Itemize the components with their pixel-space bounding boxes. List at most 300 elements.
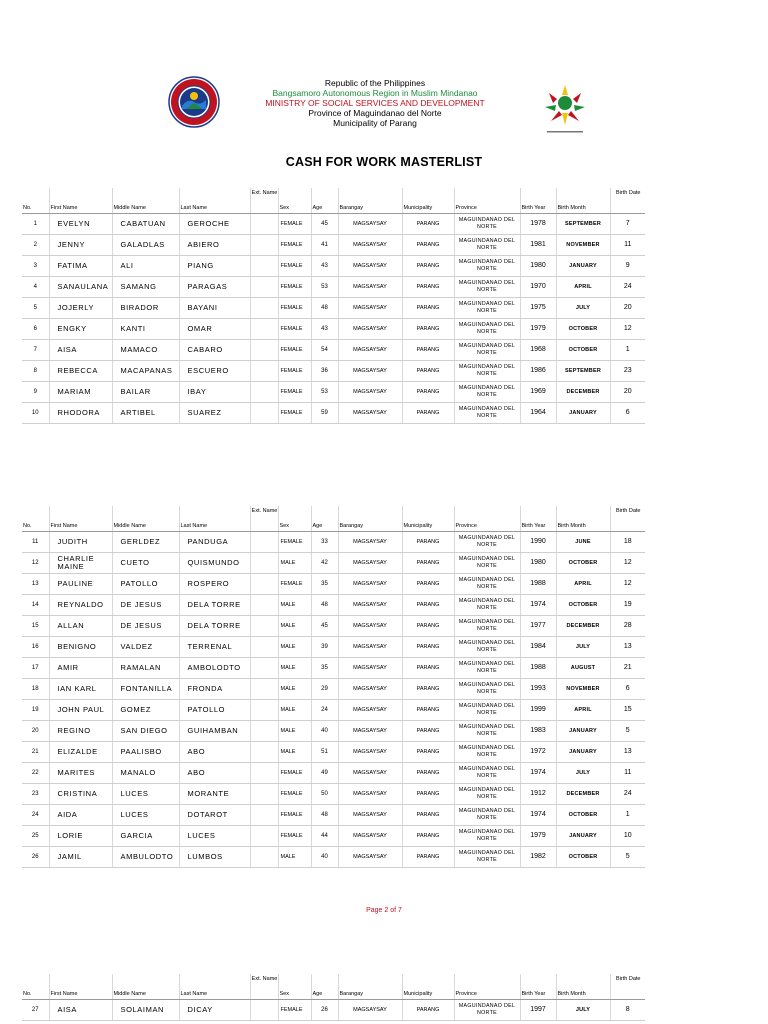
- cell-no: 6: [22, 318, 49, 339]
- cell-birth-year: 1981: [520, 234, 556, 255]
- cell-last-name: MORANTE: [179, 783, 250, 804]
- cell-municipality: PARANG: [402, 825, 454, 846]
- page-number: Page 2 of 7: [366, 907, 402, 914]
- table-row: [22, 846, 645, 867]
- cell-last-name: PARAGAS: [179, 276, 250, 297]
- cell-municipality: PARANG: [402, 804, 454, 825]
- cell-sex: MALE: [278, 657, 311, 678]
- cell-first-name: MARIAM: [49, 381, 112, 402]
- cell-age: 53: [311, 381, 338, 402]
- col-barangay: Barangay: [338, 188, 402, 213]
- cell-no: 5: [22, 297, 49, 318]
- col-birth-year: Birth Year: [520, 974, 556, 999]
- cell-sex: FEMALE: [278, 531, 311, 552]
- table-row: [22, 678, 645, 699]
- cell-municipality: PARANG: [402, 846, 454, 867]
- cell-last-name: ESCUERO: [179, 360, 250, 381]
- cell-age: 54: [311, 339, 338, 360]
- cell-ext-name: [250, 276, 278, 297]
- cell-no: 26: [22, 846, 49, 867]
- cell-birth-date: 18: [610, 531, 645, 552]
- cell-municipality: PARANG: [402, 234, 454, 255]
- cell-barangay: MAGSAYSAY: [338, 657, 402, 678]
- cell-no: 9: [22, 381, 49, 402]
- cell-municipality: PARANG: [402, 999, 454, 1020]
- cell-no: 20: [22, 720, 49, 741]
- cell-middle-name: GERLDEZ: [112, 531, 179, 552]
- cell-sex: MALE: [278, 594, 311, 615]
- cell-birth-year: 1984: [520, 636, 556, 657]
- cell-age: 51: [311, 741, 338, 762]
- masterlist-table: [22, 188, 645, 424]
- cell-no: 23: [22, 783, 49, 804]
- cell-age: 50: [311, 783, 338, 804]
- cell-province: MAGUINDANAO DEL NORTE: [454, 783, 520, 804]
- cell-birth-year: 1964: [520, 402, 556, 423]
- col-sex: Sex: [278, 188, 311, 213]
- cell-birth-month: OCTOBER: [556, 804, 610, 825]
- cell-ext-name: [250, 636, 278, 657]
- cell-birth-date: 11: [610, 234, 645, 255]
- cell-sex: FEMALE: [278, 381, 311, 402]
- col-age: Age: [311, 974, 338, 999]
- cell-first-name: CHARLIE MAINE: [49, 552, 112, 573]
- col-last-name: Last Name: [179, 506, 250, 531]
- table-row: [22, 594, 645, 615]
- cell-birth-date: 9: [610, 255, 645, 276]
- cell-municipality: PARANG: [402, 339, 454, 360]
- cell-birth-month: OCTOBER: [556, 339, 610, 360]
- header-republic: Republic of the Philippines: [324, 78, 426, 88]
- cell-no: 3: [22, 255, 49, 276]
- cell-age: 48: [311, 804, 338, 825]
- cell-province: MAGUINDANAO DEL NORTE: [454, 825, 520, 846]
- table-row: [22, 297, 645, 318]
- col-no: No.: [22, 188, 49, 213]
- cell-province: MAGUINDANAO DEL NORTE: [454, 276, 520, 297]
- masterlist-table: [22, 974, 645, 1021]
- table-row: [22, 636, 645, 657]
- cell-first-name: ELIZALDE: [49, 741, 112, 762]
- cell-middle-name: VALDEZ: [112, 636, 179, 657]
- cell-middle-name: FONTANILLA: [112, 678, 179, 699]
- header-ministry: MINISTRY OF SOCIAL SERVICES AND DEVELOPMENT: [265, 98, 485, 108]
- cell-first-name: JENNY: [49, 234, 112, 255]
- cell-municipality: PARANG: [402, 783, 454, 804]
- table-body: [22, 531, 645, 867]
- cell-last-name: IBAY: [179, 381, 250, 402]
- cell-middle-name: SOLAIMAN: [112, 999, 179, 1020]
- cell-sex: MALE: [278, 678, 311, 699]
- cell-age: 44: [311, 825, 338, 846]
- cell-middle-name: KANTI: [112, 318, 179, 339]
- cell-birth-date: 20: [610, 297, 645, 318]
- cell-ext-name: [250, 999, 278, 1020]
- table-row: [22, 762, 645, 783]
- cell-sex: FEMALE: [278, 339, 311, 360]
- table-row: [22, 360, 645, 381]
- cell-last-name: ABO: [179, 741, 250, 762]
- col-last-name: Last Name: [179, 188, 250, 213]
- col-ext-name: Ext. Name: [250, 188, 278, 213]
- cell-province: MAGUINDANAO DEL NORTE: [454, 402, 520, 423]
- table-row: [22, 699, 645, 720]
- cell-birth-year: 1970: [520, 276, 556, 297]
- cell-last-name: ABIERO: [179, 234, 250, 255]
- cell-sex: FEMALE: [278, 276, 311, 297]
- cell-barangay: MAGSAYSAY: [338, 741, 402, 762]
- cell-province: MAGUINDANAO DEL NORTE: [454, 552, 520, 573]
- cell-middle-name: DE JESUS: [112, 594, 179, 615]
- col-first-name: First Name: [49, 188, 112, 213]
- cell-age: 36: [311, 360, 338, 381]
- cell-ext-name: [250, 846, 278, 867]
- cell-birth-date: 24: [610, 276, 645, 297]
- cell-birth-year: 1983: [520, 720, 556, 741]
- cell-no: 22: [22, 762, 49, 783]
- cell-province: MAGUINDANAO DEL NORTE: [454, 678, 520, 699]
- cell-barangay: MAGSAYSAY: [338, 381, 402, 402]
- cell-no: 13: [22, 573, 49, 594]
- col-sex: Sex: [278, 506, 311, 531]
- cell-municipality: PARANG: [402, 573, 454, 594]
- col-municipality: Municipality: [402, 506, 454, 531]
- table-row: [22, 615, 645, 636]
- cell-middle-name: ARTIBEL: [112, 402, 179, 423]
- cell-age: 41: [311, 234, 338, 255]
- cell-ext-name: [250, 234, 278, 255]
- cell-middle-name: DE JESUS: [112, 615, 179, 636]
- cell-sex: FEMALE: [278, 213, 311, 234]
- cell-middle-name: GOMEZ: [112, 699, 179, 720]
- cell-ext-name: [250, 657, 278, 678]
- cell-first-name: JOJERLY: [49, 297, 112, 318]
- cell-barangay: MAGSAYSAY: [338, 804, 402, 825]
- cell-middle-name: MANALO: [112, 762, 179, 783]
- cell-first-name: EVELYN: [49, 213, 112, 234]
- cell-birth-date: 7: [610, 213, 645, 234]
- cell-first-name: AMIR: [49, 657, 112, 678]
- masterlist-table: [22, 506, 645, 868]
- cell-municipality: PARANG: [402, 552, 454, 573]
- cell-barangay: MAGSAYSAY: [338, 999, 402, 1020]
- cell-province: MAGUINDANAO DEL NORTE: [454, 297, 520, 318]
- cell-birth-month: OCTOBER: [556, 552, 610, 573]
- table-header-row: [22, 974, 645, 999]
- cell-province: MAGUINDANAO DEL NORTE: [454, 762, 520, 783]
- col-barangay: Barangay: [338, 974, 402, 999]
- cell-middle-name: CABATUAN: [112, 213, 179, 234]
- cell-sex: MALE: [278, 636, 311, 657]
- table-row: [22, 213, 645, 234]
- cell-age: 40: [311, 720, 338, 741]
- cell-birth-date: 11: [610, 762, 645, 783]
- cell-last-name: LUMBOS: [179, 846, 250, 867]
- table-row: [22, 657, 645, 678]
- cell-birth-month: DECEMBER: [556, 615, 610, 636]
- cell-age: 29: [311, 678, 338, 699]
- cell-no: 2: [22, 234, 49, 255]
- cell-age: 48: [311, 297, 338, 318]
- table-row: [22, 783, 645, 804]
- cell-middle-name: BIRADOR: [112, 297, 179, 318]
- cell-birth-month: JANUARY: [556, 720, 610, 741]
- cell-birth-date: 13: [610, 741, 645, 762]
- cell-province: MAGUINDANAO DEL NORTE: [454, 339, 520, 360]
- cell-last-name: ROSPERO: [179, 573, 250, 594]
- col-first-name: First Name: [49, 974, 112, 999]
- cell-age: 24: [311, 699, 338, 720]
- cell-municipality: PARANG: [402, 213, 454, 234]
- cell-age: 53: [311, 276, 338, 297]
- cell-province: MAGUINDANAO DEL NORTE: [454, 318, 520, 339]
- cell-no: 27: [22, 999, 49, 1020]
- cell-birth-month: JANUARY: [556, 825, 610, 846]
- cell-birth-year: 1978: [520, 213, 556, 234]
- table-row: [22, 573, 645, 594]
- cell-middle-name: BAILAR: [112, 381, 179, 402]
- header-municipality: Municipality of Parang: [333, 118, 417, 128]
- cell-no: 12: [22, 552, 49, 573]
- table-row: [22, 255, 645, 276]
- col-birth-date: Birth Date: [610, 506, 645, 531]
- cell-barangay: MAGSAYSAY: [338, 297, 402, 318]
- cell-birth-year: 1999: [520, 699, 556, 720]
- cell-sex: FEMALE: [278, 573, 311, 594]
- cell-barangay: MAGSAYSAY: [338, 531, 402, 552]
- cell-last-name: TERRENAL: [179, 636, 250, 657]
- cell-sex: FEMALE: [278, 297, 311, 318]
- cell-first-name: JUDITH: [49, 531, 112, 552]
- cell-sex: FEMALE: [278, 804, 311, 825]
- cell-birth-date: 6: [610, 402, 645, 423]
- cell-barangay: MAGSAYSAY: [338, 234, 402, 255]
- table-header-row: [22, 188, 645, 213]
- cell-province: MAGUINDANAO DEL NORTE: [454, 846, 520, 867]
- cell-province: MAGUINDANAO DEL NORTE: [454, 531, 520, 552]
- cell-age: 45: [311, 615, 338, 636]
- cell-first-name: REBECCA: [49, 360, 112, 381]
- cell-sex: FEMALE: [278, 762, 311, 783]
- cell-birth-date: 28: [610, 615, 645, 636]
- cell-municipality: PARANG: [402, 720, 454, 741]
- cell-last-name: GEROCHE: [179, 213, 250, 234]
- cell-barangay: MAGSAYSAY: [338, 720, 402, 741]
- cell-birth-month: JUNE: [556, 531, 610, 552]
- cell-first-name: JAMIL: [49, 846, 112, 867]
- cell-no: 18: [22, 678, 49, 699]
- cell-birth-month: APRIL: [556, 276, 610, 297]
- cell-last-name: SUAREZ: [179, 402, 250, 423]
- table-row: [22, 825, 645, 846]
- cell-birth-month: APRIL: [556, 573, 610, 594]
- cell-barangay: MAGSAYSAY: [338, 552, 402, 573]
- cell-birth-date: 12: [610, 552, 645, 573]
- cell-sex: MALE: [278, 552, 311, 573]
- cell-birth-date: 8: [610, 999, 645, 1020]
- table-header-row: [22, 506, 645, 531]
- cell-ext-name: [250, 339, 278, 360]
- table-row: [22, 318, 645, 339]
- cell-birth-date: 20: [610, 381, 645, 402]
- document-title: CASH FOR WORK MASTERLIST: [285, 155, 483, 169]
- cell-birth-year: 1979: [520, 318, 556, 339]
- col-middle-name: Middle Name: [112, 974, 179, 999]
- cell-municipality: PARANG: [402, 741, 454, 762]
- cell-sex: FEMALE: [278, 783, 311, 804]
- cell-age: 43: [311, 255, 338, 276]
- cell-province: MAGUINDANAO DEL NORTE: [454, 999, 520, 1020]
- cell-no: 16: [22, 636, 49, 657]
- col-barangay: Barangay: [338, 506, 402, 531]
- cell-birth-year: 1988: [520, 657, 556, 678]
- cell-middle-name: GALADLAS: [112, 234, 179, 255]
- cell-ext-name: [250, 783, 278, 804]
- cell-municipality: PARANG: [402, 678, 454, 699]
- cell-first-name: MARITES: [49, 762, 112, 783]
- cell-province: MAGUINDANAO DEL NORTE: [454, 573, 520, 594]
- cell-first-name: REGINO: [49, 720, 112, 741]
- cell-birth-date: 10: [610, 825, 645, 846]
- cell-birth-year: 1968: [520, 339, 556, 360]
- cell-barangay: MAGSAYSAY: [338, 636, 402, 657]
- table-row: [22, 339, 645, 360]
- cell-no: 10: [22, 402, 49, 423]
- cell-birth-year: 1972: [520, 741, 556, 762]
- cell-ext-name: [250, 594, 278, 615]
- cell-birth-year: 1974: [520, 762, 556, 783]
- cell-barangay: MAGSAYSAY: [338, 339, 402, 360]
- col-birth-month: Birth Month: [556, 188, 610, 213]
- cell-birth-month: OCTOBER: [556, 594, 610, 615]
- cell-first-name: AISA: [49, 339, 112, 360]
- col-no: No.: [22, 974, 49, 999]
- cell-middle-name: MACAPANAS: [112, 360, 179, 381]
- cell-age: 45: [311, 213, 338, 234]
- cell-municipality: PARANG: [402, 531, 454, 552]
- cell-no: 14: [22, 594, 49, 615]
- cell-sex: FEMALE: [278, 402, 311, 423]
- col-middle-name: Middle Name: [112, 506, 179, 531]
- cell-middle-name: AMBULODTO: [112, 846, 179, 867]
- cell-birth-month: DECEMBER: [556, 381, 610, 402]
- cell-ext-name: [250, 402, 278, 423]
- cell-ext-name: [250, 678, 278, 699]
- cell-municipality: PARANG: [402, 615, 454, 636]
- cell-birth-year: 1969: [520, 381, 556, 402]
- cell-sex: FEMALE: [278, 255, 311, 276]
- cell-age: 39: [311, 636, 338, 657]
- table-body: [22, 999, 645, 1020]
- cell-birth-month: APRIL: [556, 699, 610, 720]
- table-row: [22, 552, 645, 573]
- cell-sex: MALE: [278, 699, 311, 720]
- cell-birth-month: AUGUST: [556, 657, 610, 678]
- cell-municipality: PARANG: [402, 402, 454, 423]
- col-birth-month: Birth Month: [556, 506, 610, 531]
- cell-last-name: BAYANI: [179, 297, 250, 318]
- header-province: Province of Maguindanao del Norte: [308, 108, 442, 118]
- col-age: Age: [311, 188, 338, 213]
- cell-municipality: PARANG: [402, 762, 454, 783]
- cell-no: 8: [22, 360, 49, 381]
- cell-province: MAGUINDANAO DEL NORTE: [454, 255, 520, 276]
- cell-first-name: AIDA: [49, 804, 112, 825]
- cell-birth-month: SEPTEMBER: [556, 360, 610, 381]
- cell-age: 35: [311, 573, 338, 594]
- cell-birth-month: SEPTEMBER: [556, 213, 610, 234]
- cell-province: MAGUINDANAO DEL NORTE: [454, 615, 520, 636]
- cell-ext-name: [250, 318, 278, 339]
- cell-ext-name: [250, 720, 278, 741]
- cell-age: 35: [311, 657, 338, 678]
- cell-no: 17: [22, 657, 49, 678]
- cell-barangay: MAGSAYSAY: [338, 783, 402, 804]
- cell-last-name: LUCES: [179, 825, 250, 846]
- cell-middle-name: RAMALAN: [112, 657, 179, 678]
- cell-barangay: MAGSAYSAY: [338, 360, 402, 381]
- cell-sex: FEMALE: [278, 234, 311, 255]
- cell-municipality: PARANG: [402, 699, 454, 720]
- cell-first-name: ENGKY: [49, 318, 112, 339]
- cell-province: MAGUINDANAO DEL NORTE: [454, 636, 520, 657]
- cell-birth-year: 1979: [520, 825, 556, 846]
- cell-first-name: IAN KARL: [49, 678, 112, 699]
- cell-ext-name: [250, 531, 278, 552]
- cell-middle-name: GARCIA: [112, 825, 179, 846]
- cell-middle-name: MAMACO: [112, 339, 179, 360]
- cell-birth-month: OCTOBER: [556, 846, 610, 867]
- col-middle-name: Middle Name: [112, 188, 179, 213]
- ministry-logo-icon: [537, 77, 593, 139]
- cell-no: 25: [22, 825, 49, 846]
- cell-last-name: ABO: [179, 762, 250, 783]
- cell-first-name: AISA: [49, 999, 112, 1020]
- col-birth-month: Birth Month: [556, 974, 610, 999]
- table-row: [22, 402, 645, 423]
- cell-ext-name: [250, 825, 278, 846]
- table-row: [22, 276, 645, 297]
- table-body: [22, 213, 645, 423]
- cell-birth-month: DECEMBER: [556, 783, 610, 804]
- cell-birth-year: 1982: [520, 846, 556, 867]
- col-ext-name: Ext. Name: [250, 974, 278, 999]
- cell-no: 24: [22, 804, 49, 825]
- cell-last-name: FRONDA: [179, 678, 250, 699]
- cell-last-name: PIANG: [179, 255, 250, 276]
- cell-province: MAGUINDANAO DEL NORTE: [454, 720, 520, 741]
- cell-first-name: LORIE: [49, 825, 112, 846]
- cell-last-name: PANDUGA: [179, 531, 250, 552]
- cell-barangay: MAGSAYSAY: [338, 762, 402, 783]
- cell-first-name: SANAULANA: [49, 276, 112, 297]
- table-row: [22, 531, 645, 552]
- col-last-name: Last Name: [179, 974, 250, 999]
- cell-province: MAGUINDANAO DEL NORTE: [454, 234, 520, 255]
- cell-no: 1: [22, 213, 49, 234]
- cell-age: 33: [311, 531, 338, 552]
- cell-barangay: MAGSAYSAY: [338, 402, 402, 423]
- cell-birth-year: 1974: [520, 804, 556, 825]
- col-sex: Sex: [278, 974, 311, 999]
- header-region: Bangsamoro Autonomous Region in Muslim Mindanao: [272, 88, 478, 98]
- table-row: [22, 381, 645, 402]
- cell-barangay: MAGSAYSAY: [338, 255, 402, 276]
- cell-ext-name: [250, 297, 278, 318]
- letterhead: [0, 72, 768, 142]
- cell-ext-name: [250, 762, 278, 783]
- cell-province: MAGUINDANAO DEL NORTE: [454, 699, 520, 720]
